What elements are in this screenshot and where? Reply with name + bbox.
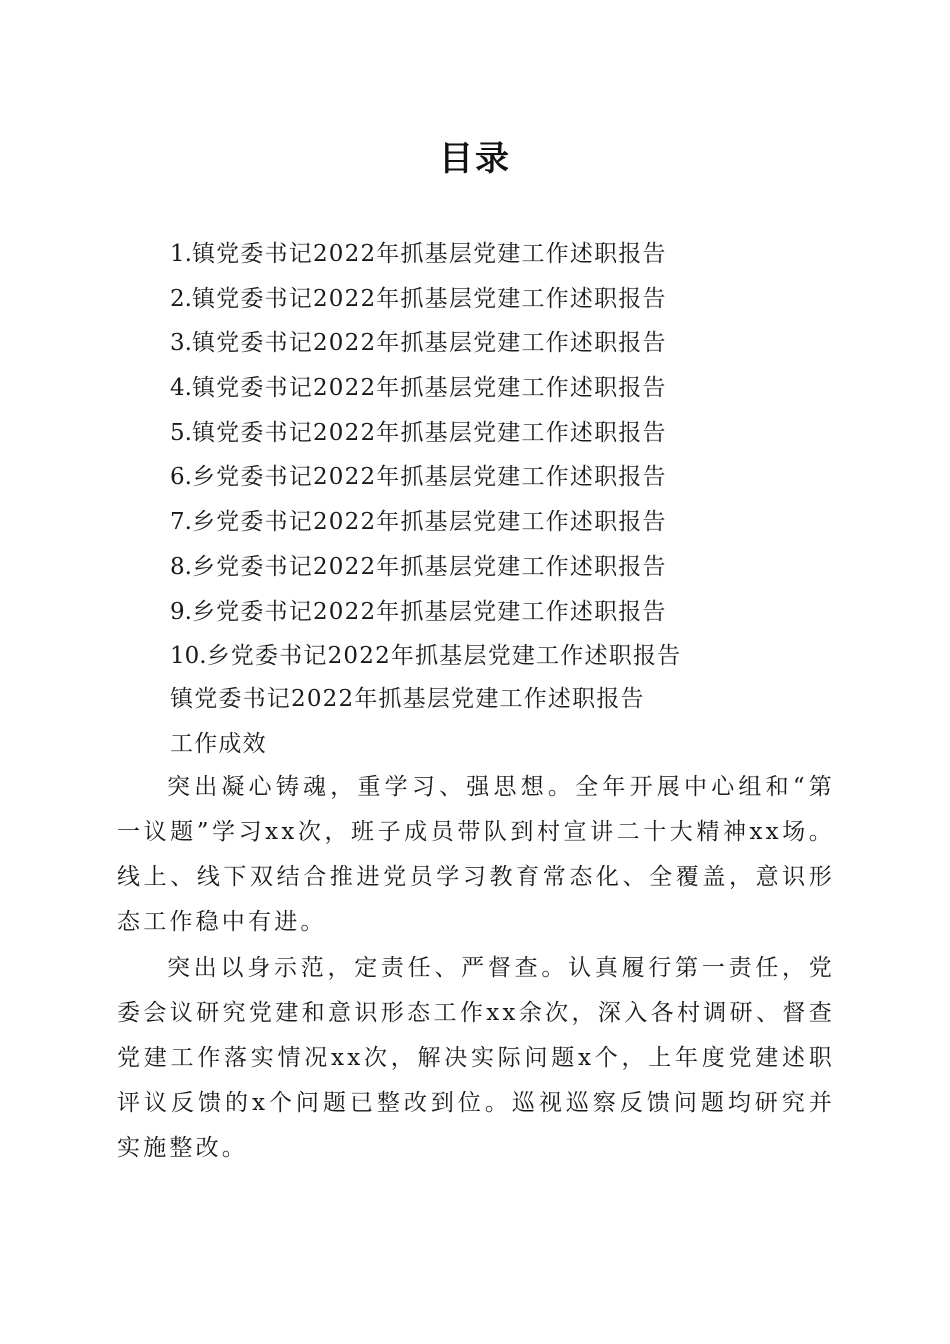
toc-item-text: 乡党委书记2022年抓基层党建工作述职报告 (191, 598, 667, 625)
toc-item-number: 4. (170, 375, 192, 402)
toc-item-number: 10. (170, 643, 207, 670)
toc-item-number: 2. (170, 285, 192, 312)
body-paragraph: 突出凝心铸魂，重学习、强思想。全年开展中心组和“第一议题”学习xx次，班子成员带队到村宣讲二十大精神xx场。线上、线下双结合推进党员学习教育常态化、全覆盖，意识形态工作稳中有进。 (117, 774, 835, 935)
toc-item[interactable] (170, 500, 850, 545)
body-paragraph: 突出以身示范，定责任、严督查。认真履行第一责任，党委会议研究党建和意识形态工作xx余次，深入各村调研、督查党建工作落实情况xx次，解决实际问题x个，上年度党建述职评议反馈的x个问题已整改到位。巡视巡察反馈问题均研究并实施整改。 (117, 955, 835, 1161)
toc-item[interactable] (170, 590, 850, 635)
toc-item[interactable] (170, 366, 850, 411)
toc-item-number: 7. (170, 509, 192, 536)
toc-item-text: 镇党委书记2022年抓基层党建工作述职报告 (191, 330, 667, 357)
toc-item-text: 乡党委书记2022年抓基层党建工作述职报告 (191, 553, 667, 580)
toc-item-number: 3. (170, 330, 192, 357)
toc-item[interactable] (170, 634, 850, 679)
toc-item-text: 镇党委书记2022年抓基层党建工作述职报告 (191, 285, 667, 312)
toc-item-text: 镇党委书记2022年抓基层党建工作述职报告 (191, 419, 667, 446)
toc-item-text: 乡党委书记2022年抓基层党建工作述职报告 (191, 464, 667, 491)
toc-item-number: 5. (170, 419, 192, 446)
toc-item-number: 8. (170, 553, 192, 580)
toc-item-text: 镇党委书记2022年抓基层党建工作述职报告 (191, 375, 667, 402)
section-heading: 工作成效 (170, 731, 267, 757)
toc-item[interactable] (170, 277, 850, 322)
toc-item[interactable] (170, 455, 850, 500)
toc-item-text: 镇党委书记2022年抓基层党建工作述职报告 (191, 241, 667, 267)
toc-item-number: 6. (170, 464, 192, 491)
toc-item[interactable] (170, 545, 850, 590)
toc-item-number: 1. (170, 241, 192, 267)
toc-item-number: 9. (170, 598, 192, 625)
toc-item-text: 乡党委书记2022年抓基层党建工作述职报告 (191, 509, 667, 536)
page-title: 目录 (439, 139, 511, 179)
toc-item[interactable] (170, 232, 850, 277)
toc-item-text: 乡党委书记2022年抓基层党建工作述职报告 (206, 643, 682, 670)
toc-item[interactable] (170, 321, 850, 366)
report-title: 镇党委书记2022年抓基层党建工作述职报告 (170, 686, 645, 712)
toc-item[interactable] (170, 411, 850, 456)
table-of-contents (170, 232, 850, 679)
